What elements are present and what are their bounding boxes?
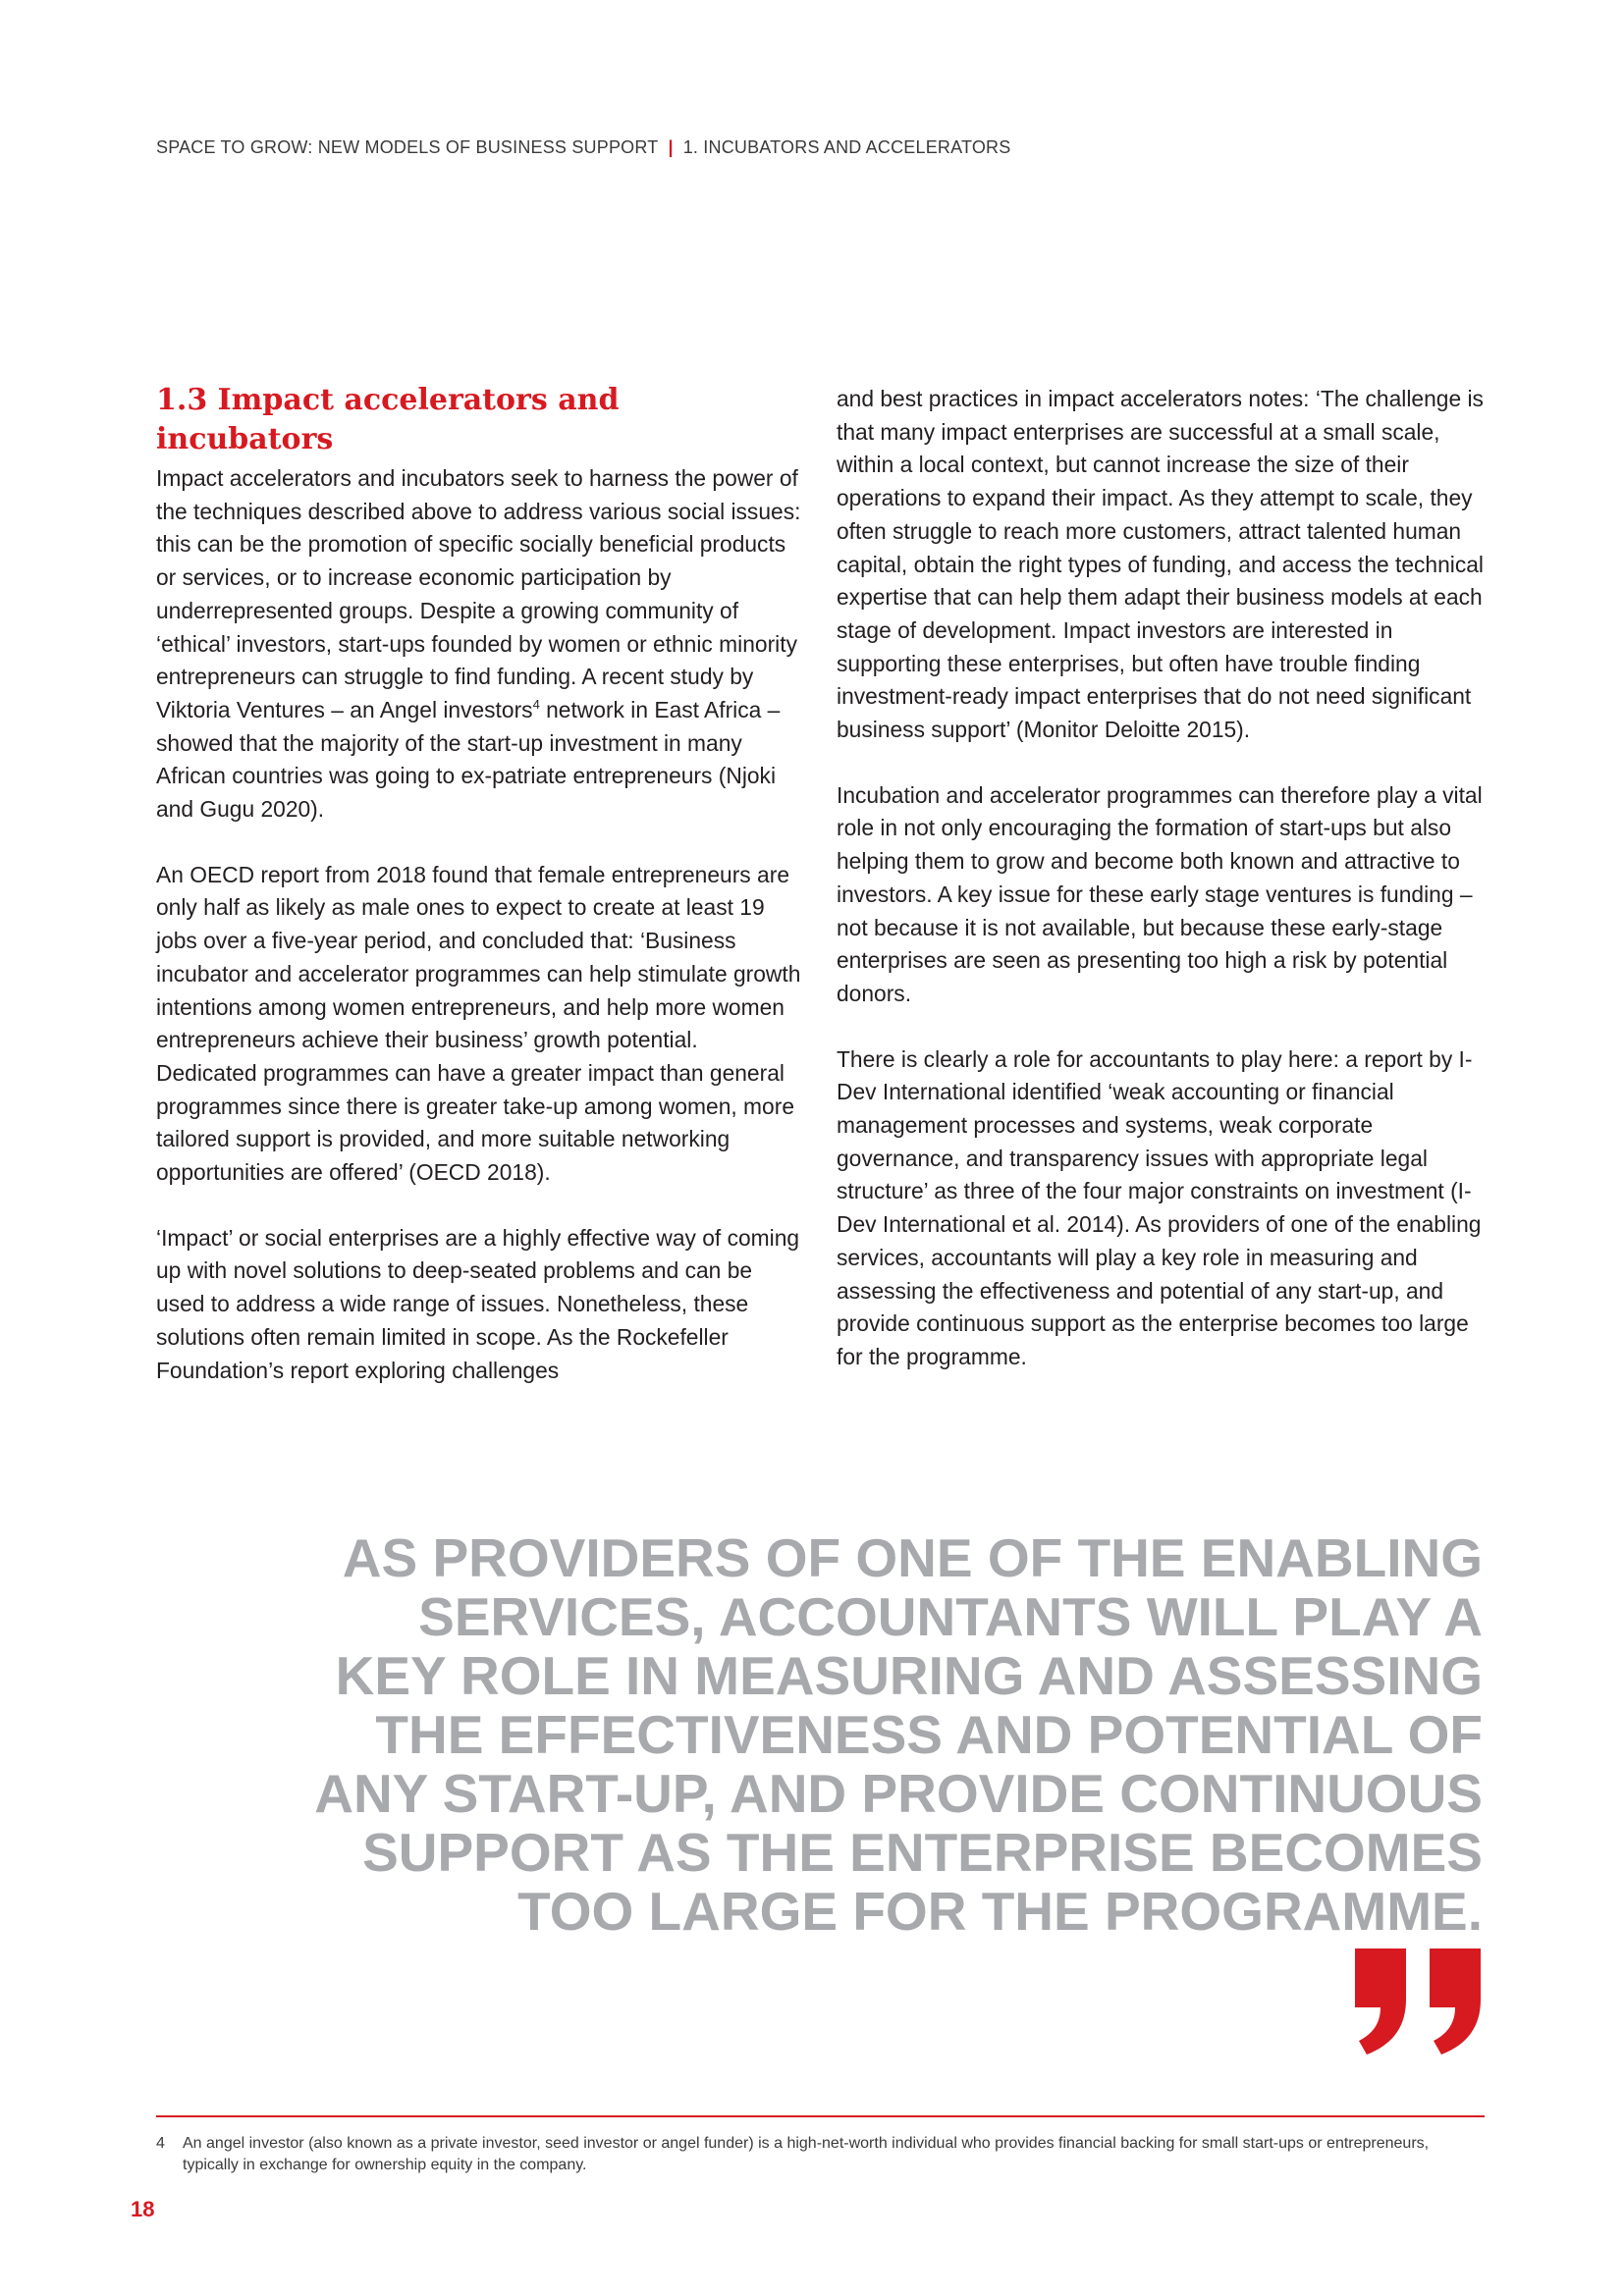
running-header [156,137,1010,158]
pull-quote-line: KEY ROLE IN MEASURING AND ASSESSING [335,1645,1483,1706]
footnote-text: An angel investor (also known as a private investor, seed investor or angel funder) is a high-net-worth individual who provides financial backing for small start-ups or entrepreneurs, typically in exchange for ownership equity in the company. [183,2135,1430,2173]
right-column [837,383,1485,1407]
body-paragraph: Incubation and accelerator programmes can therefore play a vital role in not only encouraging the formation of start-ups but also helping them to grow and become both known and attractive to investors. A key issue for these early stage ventures is funding – not because it is not available, but because these early-stage enterprises are seen as presenting too high a risk by potential donors. [837,781,1483,1006]
pull-quote-line: TOO LARGE FOR THE PROGRAMME. [517,1881,1483,1942]
pull-quote-line: ANY START-UP, AND PROVIDE CONTINUOUS [314,1763,1483,1824]
body-paragraph: and best practices in impact accelerators notes: ‘The challenge is that many impact enterprises are successful at a small scale, within a local context, but cannot increase the size of their operations to expand their impact. As they attempt to scale, they often struggle to reach more customers, attract talented human capital, obtain the right types of funding, and access the technical expertise that can help them adapt their business models at each stage of development. Impact investors are interested in supporting these enterprises, but often have trouble finding investment-ready impact enterprises that do not need significant business support’ (Monitor Deloitte 2015). [837,386,1484,743]
page-number: 18 [131,2197,155,2221]
body-paragraph: ‘Impact’ or social enterprises are a highly effective way of coming up with novel solutions to deep-seated problems and can be used to address a wide range of issues. Nonetheless, these solutions often remain limited in scope. As the Rockefeller Foundation’s report exploring challenges [156,1224,800,1383]
body-paragraph: An OECD report from 2018 found that female entrepreneurs are only half as likely as male ones to expect to create at least 19 jobs over a five-year period, and concluded that: ‘Business incubator and accelerator programmes can help stimulate growth intentions among women entrepreneurs, and help more women entrepreneurs achieve their business’ growth potential. Dedicated programmes can have a greater impact than general programmes since there is greater take-up among women, more tailored support is provided, and more suitable networking opportunities are offered’ (OECD 2018). [156,861,801,1186]
footnote-reference: 4 [532,696,540,712]
publication-title: SPACE TO GROW: NEW MODELS OF BUSINESS SUPPORT [156,137,659,157]
body-paragraph: There is clearly a role for accountants to play here: a report by I-Dev International identified ‘weak accounting or financial management processes and systems, weak corporate governance, and transparency issues with appropriate legal structure’ as three of the four major constraints on investment (I-Dev International et al. 2014). As providers of one of the enabling services, accountants will play a key role in measuring and assessing the effectiveness and potential of any start-up, and provide continuous support as the enterprise becomes too large for the programme. [837,1045,1482,1369]
paragraph-text: network in East Africa – showed that the majority of the start-up investment in many African countries was going to ex-patriate entrepreneurs (Njoki and Gugu 2020). [156,696,781,823]
pull-quote-line: SERVICES, ACCOUNTANTS WILL PLAY A [418,1586,1483,1647]
header-separator: | [668,137,674,157]
closing-quote-icon [1345,1949,1492,2056]
chapter-title: 1. INCUBATORS AND ACCELERATORS [682,137,1011,157]
pull-quote-line: THE EFFECTIVENESS AND POTENTIAL OF [375,1704,1483,1765]
body-paragraph [156,462,804,827]
paragraph-text: Impact accelerators and incubators seek to harness the power of the techniques described above to address various social issues: this can be the promotion of specific socially beneficial products or services, or to increase economic participation by underrepresented groups. Despite a growing community of ‘ethical’ investors, start-ups founded by women or ethnic minority entrepreneurs can struggle to find funding. A recent study by Viktoria Ventures – an Angel investors [156,465,801,722]
pull-quote-line: AS PROVIDERS OF ONE OF THE ENABLING [342,1527,1483,1588]
left-column [156,381,804,1419]
footnote-divider [156,2115,1485,2117]
section-heading: 1.3 Impact accelerators and incubators [156,383,620,456]
footnote [156,2133,1485,2176]
pull-quote-line: SUPPORT AS THE ENTERPRISE BECOMES [362,1822,1483,1883]
footnote-number: 4 [156,2135,165,2152]
pull-quote [275,1528,1483,1941]
